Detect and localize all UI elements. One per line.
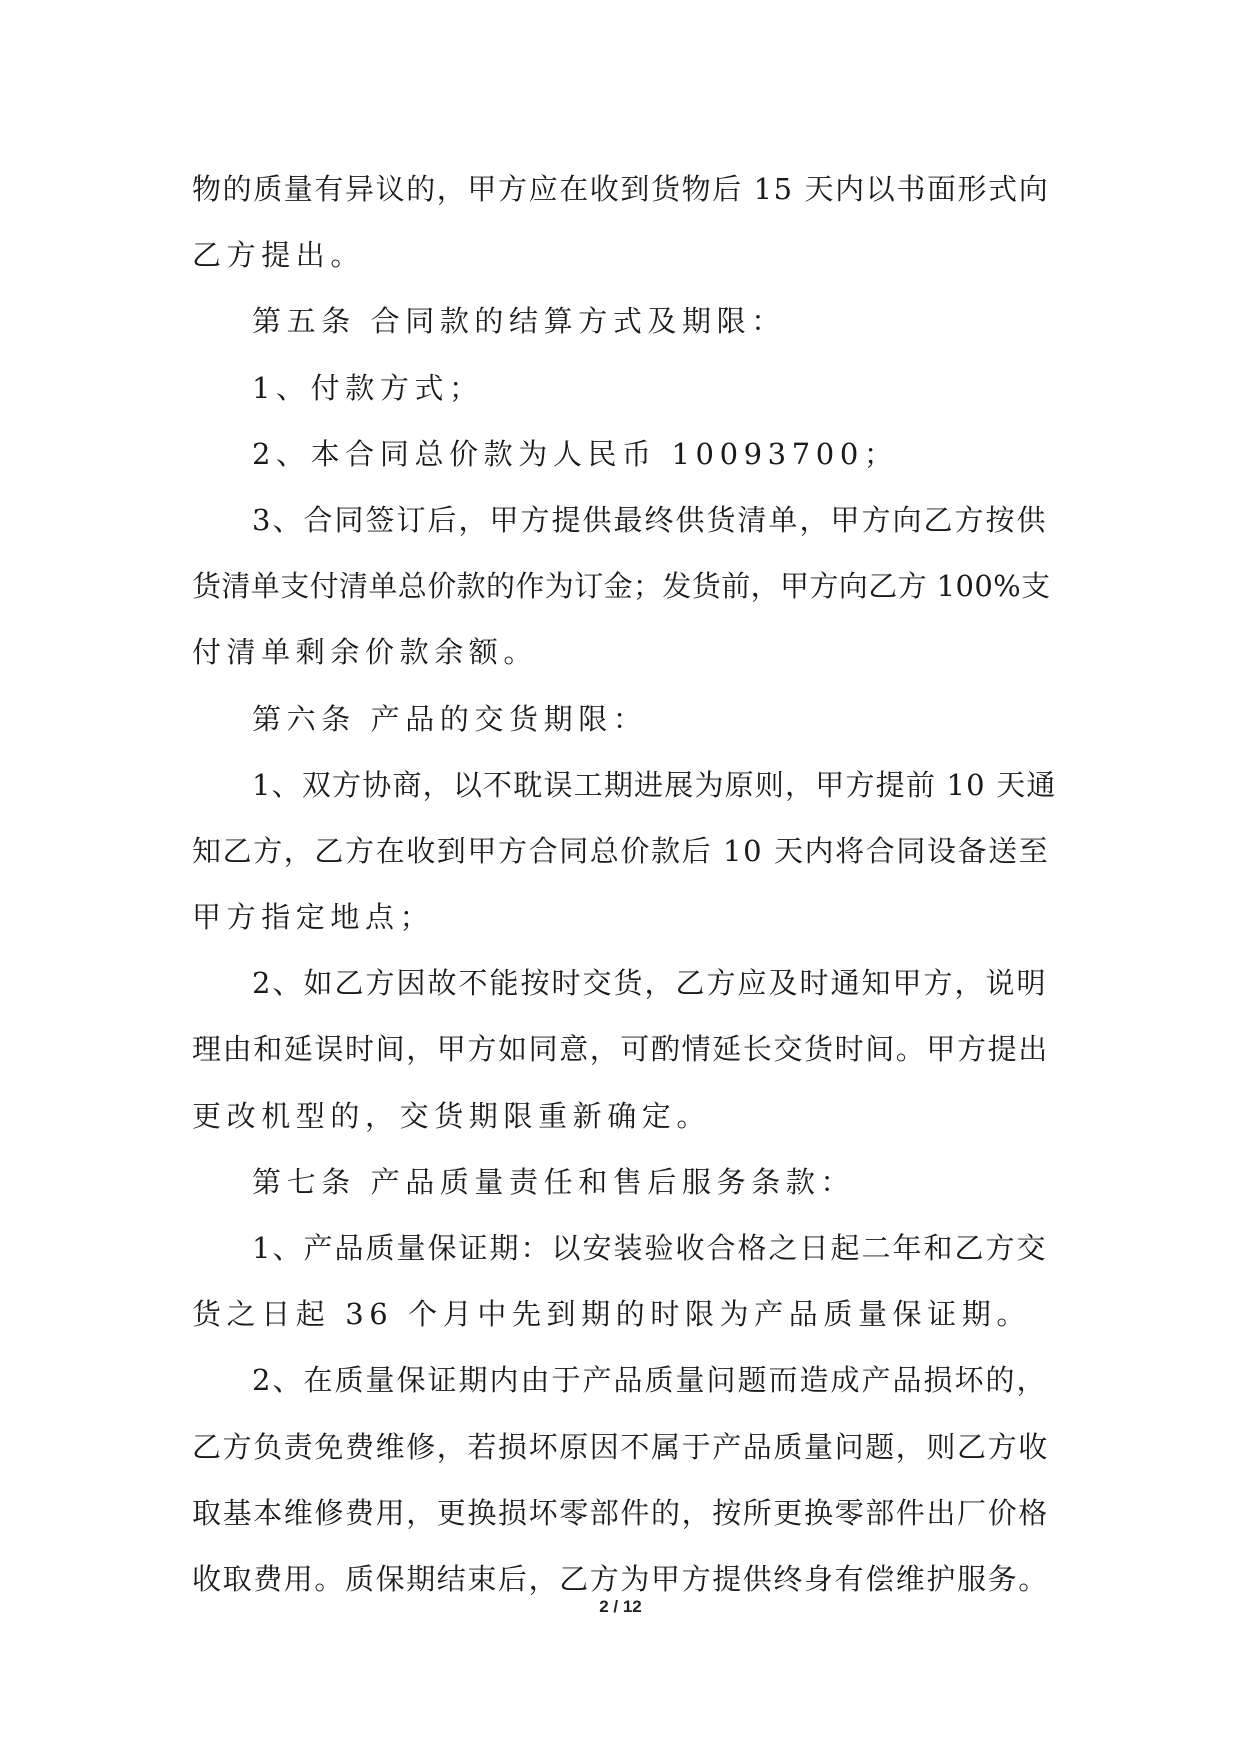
text-line: 2、在质量保证期内由于产品质量问题而造成产品损坏的， — [252, 1363, 1048, 1398]
text-line: 1、产品质量保证期：以安装验收合格之日起二年和乙方交 — [252, 1231, 1048, 1265]
page-number: 2 / 12 — [599, 1597, 642, 1616]
text-line: 1、双方协商，以不耽误工期进展为原则，甲方提前 10 天通 — [252, 767, 1057, 802]
contract-body-text — [192, 156, 1057, 1612]
text-line: 1、付款方式； — [252, 370, 484, 405]
text-line: 理由和延误时间，甲方如同意，可酌情延长交货时间。甲方提出 — [192, 1032, 1049, 1067]
text-line: 3、合同签订后，甲方提供最终供货清单，甲方向乙方按供 — [252, 502, 1048, 537]
text-line: 乙方负责免费维修，若损坏原因不属于产品质量问题，则乙方收 — [192, 1429, 1049, 1464]
text-line: 货之日起 36 个月中先到期的时限为产品质量保证期。 — [192, 1297, 1031, 1332]
text-line: 更改机型的，交货期限重新确定。 — [192, 1098, 712, 1133]
text-line: 收取费用。质保期结束后，乙方为甲方提供终身有偿维护服务。 — [192, 1561, 1049, 1596]
text-line: 付清单剩余价款余额。 — [192, 635, 539, 670]
text-line: 2、本合同总价款为人民币 10093700； — [252, 436, 899, 471]
text-line: 甲方指定地点； — [192, 900, 435, 935]
text-line: 乙方提出。 — [192, 238, 366, 273]
text-line: 2、如乙方因故不能按时交货，乙方应及时通知甲方，说明 — [252, 966, 1048, 1001]
text-line: 货清单支付清单总价款的作为订金；发货前，甲方向乙方 100%支 — [192, 569, 1051, 604]
text-line: 取基本维修费用，更换损坏零部件的，按所更换零部件出厂价格 — [192, 1495, 1049, 1530]
text-line: 第五条 合同款的结算方式及期限： — [252, 304, 786, 339]
text-line: 第七条 产品质量责任和售后服务条款： — [252, 1164, 856, 1199]
text-line: 物的质量有异议的，甲方应在收到货物后 15 天内以书面形式向 — [192, 172, 1050, 206]
text-line: 知乙方，乙方在收到甲方合同总价款后 10 天内将合同设备送至 — [192, 833, 1050, 868]
text-line: 第六条 产品的交货期限： — [252, 701, 648, 736]
